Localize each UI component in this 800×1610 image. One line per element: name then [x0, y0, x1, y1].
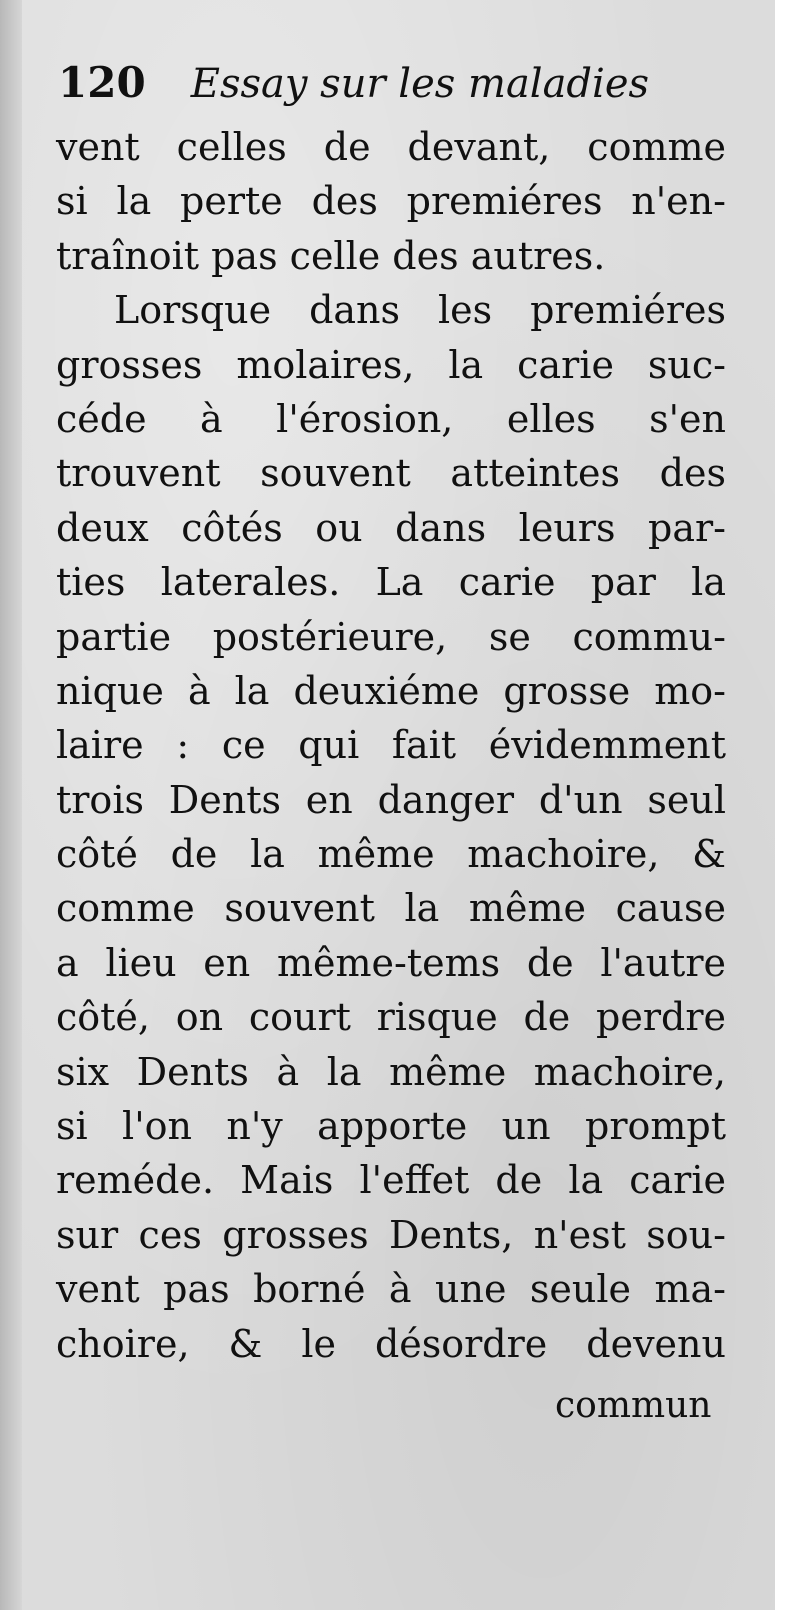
text-line: vent celles de devant, comme [56, 125, 726, 169]
page-header [58, 58, 649, 118]
text-line: côté de la même machoire, & [56, 832, 726, 877]
scan-margin [775, 0, 800, 1610]
text-line: six Dents à la même machoire, [56, 1049, 726, 1094]
text-line: nique à la deuxiéme grosse mo- [56, 668, 726, 713]
text-line: trouvent souvent atteintes des [56, 451, 726, 496]
text-line: choire, & le désordre devenu [56, 1321, 726, 1366]
page-number: 120 [58, 58, 146, 107]
page-gutter [0, 0, 22, 1610]
text-line: Lorsque dans les premiéres [114, 288, 726, 333]
text-line: laire : ce qui fait évidemment [56, 723, 726, 768]
text-line: grosses molaires, la carie suc- [56, 342, 726, 387]
text-line: trois Dents en danger d'un seul [56, 777, 726, 822]
text-line: ties laterales. La carie par la [56, 560, 726, 605]
running-head: Essay sur les maladies [190, 61, 650, 107]
text-line: céde à l'érosion, elles s'en [56, 396, 726, 441]
text-line: a lieu en même-tems de l'autre [56, 940, 726, 985]
text-line: si la perte des premiéres n'en- [56, 179, 726, 224]
text-line: reméde. Mais l'effet de la carie [56, 1158, 726, 1203]
text-line: sur ces grosses Dents, n'est sou- [56, 1212, 726, 1257]
text-line: si l'on n'y apporte un prompt [56, 1104, 726, 1149]
text-line: partie postérieure, se commu- [56, 614, 726, 659]
body-text [56, 120, 726, 1371]
text-line: vent pas borné à une seule ma- [56, 1267, 726, 1312]
text-line: côté, on court risque de perdre [56, 995, 726, 1040]
text-line: deux côtés ou dans leurs par- [56, 505, 726, 550]
catchword: commun [555, 1385, 712, 1426]
text-line: comme souvent la même cause [56, 886, 726, 931]
text-line: traînoit pas celle des autres. [56, 233, 606, 278]
